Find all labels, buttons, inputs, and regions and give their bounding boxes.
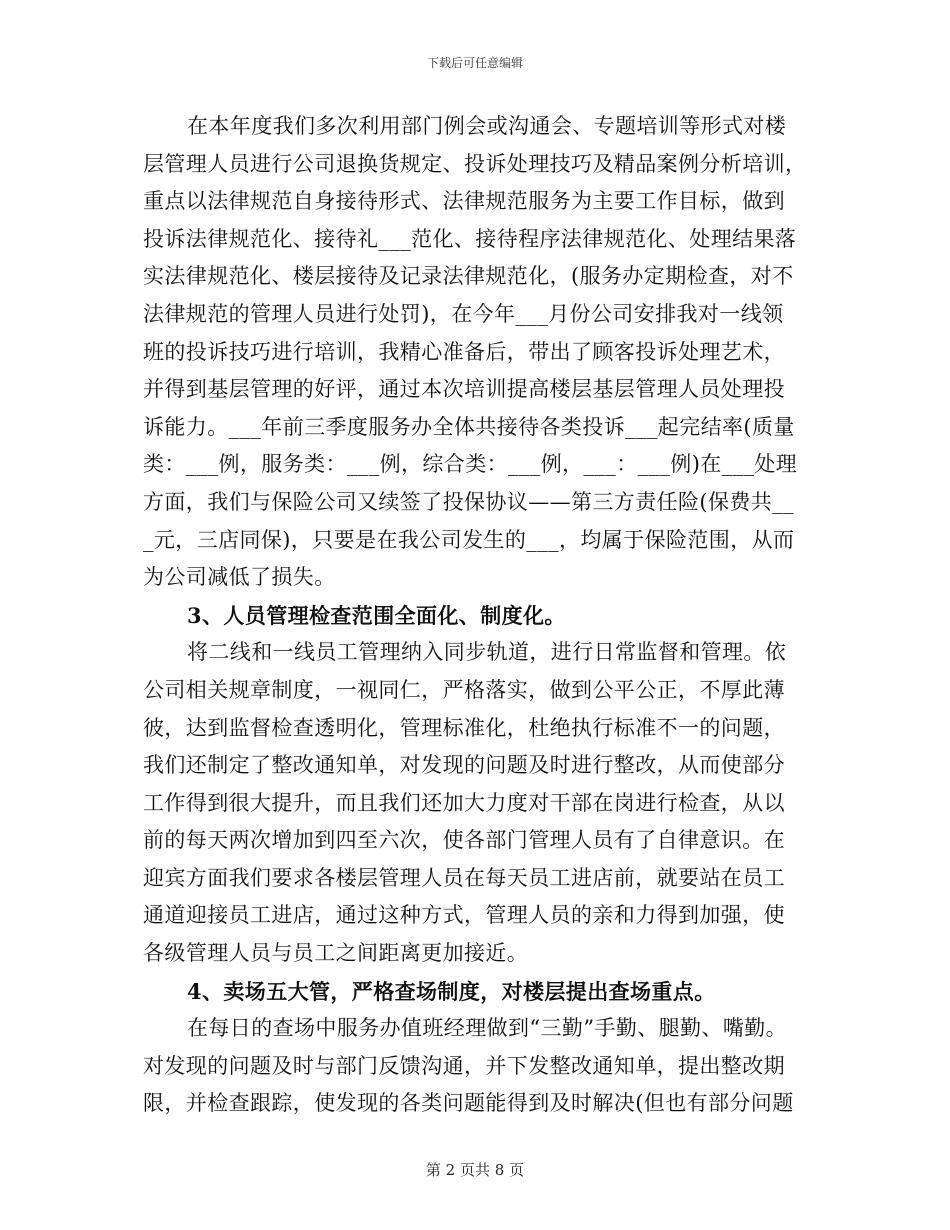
document-body	[143, 108, 813, 1123]
paragraph-line: 重点以法律规范自身接待形式、法律规范服务为主要工作目标，做到	[143, 189, 785, 214]
page-header: 下载后可任意编辑	[426, 56, 523, 70]
section-heading-4: 4、卖场五大管，严格查场制度，对楼层提出查场重点。	[187, 978, 716, 1004]
paragraph-line: 工作得到很大提升，而且我们还加大力度对干部在岗进行检查，从以	[143, 790, 785, 815]
paragraph-line: 各级管理人员与员工之间距离更加接近。	[143, 941, 529, 966]
paragraph-line: 迎宾方面我们要求各楼层管理人员在每天员工进店前，就要站在员工	[143, 865, 785, 890]
paragraph-line: 我们还制定了整改通知单，对发现的问题及时进行整改，从而使部分	[143, 753, 785, 778]
paragraph-line: 对发现的问题及时与部门反馈沟通，并下发整改通知单，提出整改期	[143, 1053, 785, 1078]
page-number-footer: 第 2 页共 8 页	[425, 1161, 525, 1179]
paragraph-line: 方面，我们与保险公司又续签了投保协议——第三方责任险(保费共__	[143, 489, 794, 514]
paragraph-line: 班的投诉技巧进行培训，我精心准备后，带出了顾客投诉处理艺术，	[143, 339, 785, 364]
paragraph-line: 法律规范的管理人员进行处罚)，在今年___月份公司安排我对一线领	[143, 301, 784, 326]
paragraph-line: 层管理人员进行公司退换货规定、投诉处理技巧及精品案例分析培训，	[143, 151, 807, 176]
paragraph-line: 公司相关规章制度，一视同仁，严格落实，做到公平公正，不厚此薄	[143, 677, 785, 702]
paragraph-line: 为公司减低了损失。	[143, 565, 336, 590]
paragraph-line: 类：___例，服务类：___例，综合类：___例，___：___例)在___处理	[143, 452, 798, 477]
paragraph-line: 在每日的查场中服务办值班经理做到“三勤”手勤、腿勤、嘴勤。	[187, 1016, 788, 1041]
paragraph-line: 诉能力。___年前三季度服务办全体共接待各类投诉___起完结率(质量	[143, 414, 795, 439]
paragraph-line: 前的每天两次增加到四至六次，使各部门管理人员有了自律意识。在	[143, 828, 785, 853]
paragraph-line: 并得到基层管理的好评，通过本次培训提高楼层基层管理人员处理投	[143, 377, 785, 402]
paragraph-line: 彼，达到监督检查透明化，管理标准化，杜绝执行标准不一的问题，	[143, 715, 785, 740]
paragraph-line: 将二线和一线员工管理纳入同步轨道，进行日常监督和管理。依	[187, 640, 787, 665]
paragraph-line: 在本年度我们多次利用部门例会或沟通会、专题培训等形式对楼	[187, 114, 787, 138]
section-heading-3: 3、人员管理检查范围全面化、制度化。	[187, 602, 566, 628]
paragraph-line: 限，并检查跟踪，使发现的各类问题能得到及时解决(但也有部分问题	[143, 1091, 794, 1116]
paragraph-line: 通道迎接员工进店，通过这种方式，管理人员的亲和力得到加强，使	[143, 903, 785, 928]
paragraph-line: 实法律规范化、楼层接待及记录法律规范化，(服务办定期检查，对不	[143, 264, 794, 289]
paragraph-line: _元，三店同保)，只要是在我公司发生的___，均属于保险范围，从而	[143, 527, 795, 552]
paragraph-line: 投诉法律规范化、接待礼___范化、接待程序法律规范化、处理结果落	[143, 226, 797, 251]
